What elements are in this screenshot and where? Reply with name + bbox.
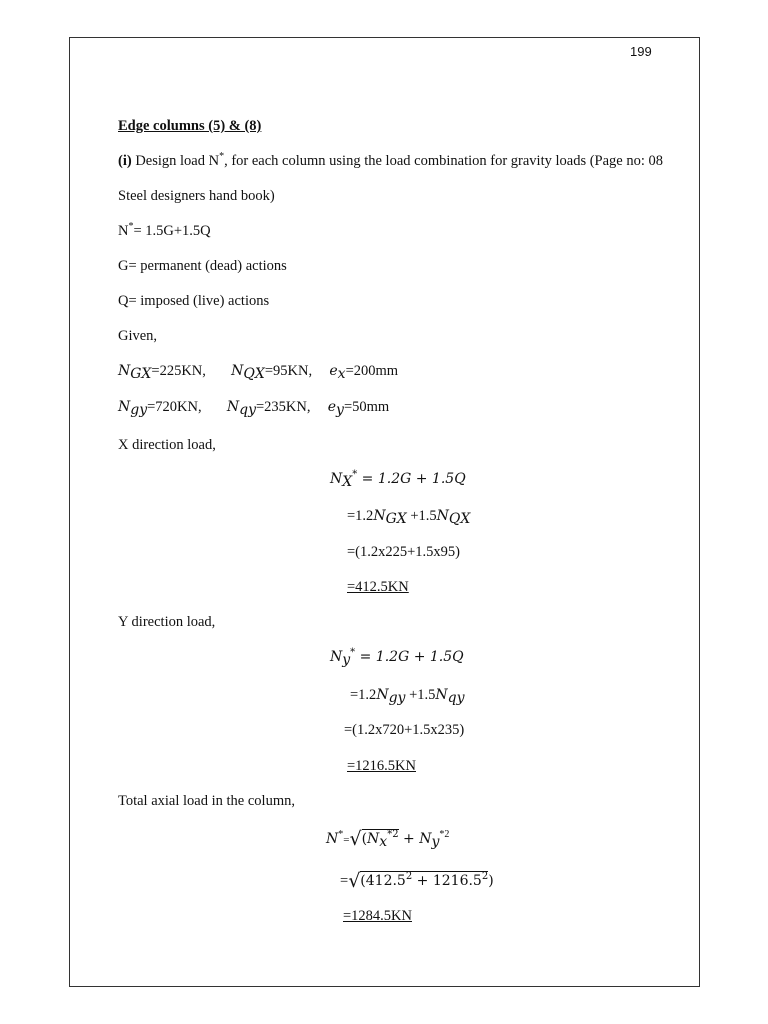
x-step1-a: =1.2 [347,508,374,524]
radicand-ny-sub: y [431,834,440,850]
x-step-1 [347,507,470,525]
x-step1-sub1: GX [385,511,407,527]
total-step-equals: = [340,873,349,889]
radicand-nx-sub: x [379,834,388,850]
total-step-sqrt: √ [348,870,361,892]
total-step [340,870,494,890]
load-formula [118,222,211,240]
x-step1-sym2: N [436,508,449,524]
given-row-2 [118,398,389,416]
x-step-2: =(1.2x225+1.5x95) [347,544,461,560]
design-load-text-b: , for each column using the load combination for gravity loads (Page no: 08 [224,153,664,169]
y-step-1 [350,686,465,704]
nqy-symbol: N [226,399,240,415]
ngx-symbol: N [118,363,131,379]
x-step1-sub2: QX [448,511,471,527]
y-step1-sub1: gy [388,690,406,706]
sqrt-symbol: √ [349,828,362,850]
ngy-subscript: gy [130,402,148,418]
y-step1-sym2: N [435,687,448,703]
y-eq-star: * [350,647,356,658]
nqx-symbol: N [231,363,244,379]
given-row-1 [118,362,398,380]
given-label: Given, [118,328,158,344]
page-number: 199 [630,44,652,59]
formula-n: N [118,223,129,239]
total-step-close: ) [488,873,494,889]
y-eq-subscript: y [342,652,351,668]
total-lhs-symbol: N [326,831,339,847]
x-step1-b: +1.5 [406,508,437,524]
design-load-text-a: Design load N [131,153,220,169]
radicand-plus: + [398,831,420,847]
total-result: =1284.5KN [343,908,412,924]
total-step-sup1: 2 [405,871,413,882]
y-eq-symbol: N [330,649,343,665]
design-load-line [118,152,663,170]
ey-symbol: e [327,399,337,415]
formula-star: * [128,221,134,232]
ex-subscript: x [337,366,346,382]
formula-rest: = 1.5G+1.5Q [133,223,211,239]
x-eq-star: * [352,469,358,480]
design-load-star: * [219,151,225,162]
y-eq-rhs: = 1.2G + 1.5Q [355,649,464,665]
total-label: Total axial load in the column, [118,793,295,809]
y-result: =1216.5KN [347,758,416,774]
total-lhs-star: * [338,829,344,840]
y-step-2: =(1.2x720+1.5x235) [344,722,465,738]
total-lhs-equals: = [343,834,350,846]
radicand-ny-sup: *2 [439,829,450,840]
nqx-subscript: QX [243,366,265,382]
ngy-value: =720KN, [147,399,202,415]
item-marker: (i) [118,153,132,169]
nqx-value: =95KN, [264,363,313,379]
y-step1-sym1: N [376,687,389,703]
definition-q: Q= imposed (live) actions [118,293,270,309]
radicand-nx-sup: *2 [387,829,399,840]
x-direction-label: X direction load, [118,437,216,453]
x-result: =412.5KN [347,579,409,595]
ngx-subscript: GX [130,366,152,382]
ngx-value: =225KN, [151,363,206,379]
nqy-subscript: qy [239,402,256,418]
ex-symbol: e [329,363,338,379]
x-eq-subscript: X [342,474,353,490]
y-equation [330,648,464,666]
total-equation [326,828,449,849]
radicand-ny: N [419,831,432,847]
total-step-sup2: 2 [481,871,489,882]
y-step1-b: +1.5 [405,687,436,703]
total-step-mid: + 1216.5 [412,873,482,889]
nqy-value: =235KN, [256,399,311,415]
definition-g: G= permanent (dead) actions [118,258,287,274]
x-equation [330,470,466,488]
x-step1-sym1: N [373,508,386,524]
ex-value: =200mm [345,363,399,379]
ngy-symbol: N [118,399,131,415]
radicand-open: ( [361,831,368,847]
ey-subscript: y [336,402,344,418]
x-eq-symbol: N [330,471,343,487]
y-step1-a: =1.2 [350,687,377,703]
ey-value: =50mm [343,399,390,415]
y-direction-label: Y direction load, [118,614,216,630]
design-load-line-2: Steel designers hand book) [118,188,275,204]
radicand-nx: N [367,831,380,847]
y-step1-sub2: qy [447,690,465,706]
section-heading: Edge columns (5) & (8) [118,118,262,134]
x-eq-rhs: = 1.2G + 1.5Q [357,471,466,487]
total-step-open: (412.5 [360,873,406,889]
